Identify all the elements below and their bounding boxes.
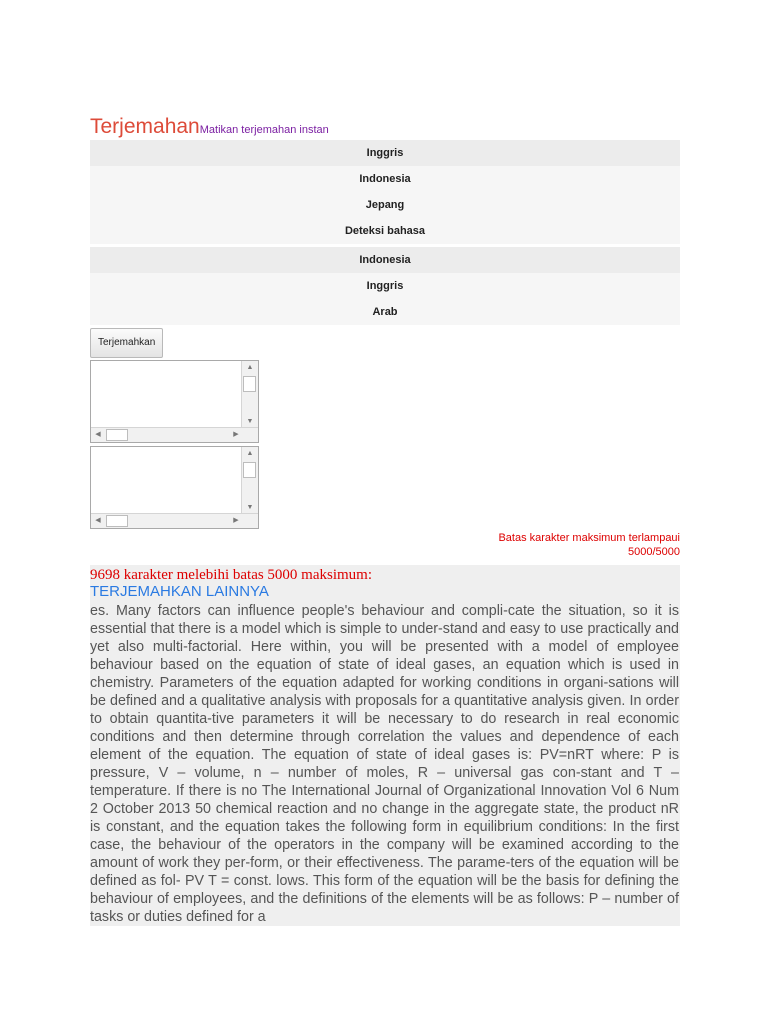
header <box>90 114 680 140</box>
vertical-scrollbar[interactable] <box>241 447 258 515</box>
scroll-left-icon[interactable]: ◀ <box>95 517 101 524</box>
scroll-right-icon[interactable]: ▶ <box>233 431 239 438</box>
character-limit-warning <box>90 531 680 559</box>
scroll-down-icon[interactable]: ▼ <box>246 504 254 511</box>
scrollbar-corner <box>242 428 258 442</box>
scroll-thumb[interactable] <box>243 376 256 392</box>
scroll-down-icon[interactable]: ▼ <box>246 418 254 425</box>
vertical-scrollbar[interactable] <box>241 361 258 429</box>
scroll-thumb[interactable] <box>243 462 256 478</box>
limit-message: Batas karakter maksimum terlampaui <box>498 532 680 544</box>
target-language-option[interactable]: Arab <box>90 299 680 325</box>
horizontal-scrollbar[interactable] <box>91 427 258 442</box>
source-language-option[interactable]: Inggris <box>90 140 680 166</box>
target-language-option[interactable]: Inggris <box>90 273 680 299</box>
target-language-list <box>90 247 680 325</box>
scroll-right-icon[interactable]: ▶ <box>233 517 239 524</box>
target-language-option[interactable]: Indonesia <box>90 247 680 273</box>
result-text: es. Many factors can influence people's behaviour and compli-cate the situation, so it is essential that there is a model which is simple to under-stand and easy to use practically and yet also multi-factorial. Here within, you will be presented with a model of employee behaviour based on the equation of state of ideal gases, an equation which is used in chemistry. Parameters of the equation adapted for working conditions in organi-sations will be defined and a qualitative analysis with proposals for a quantitative analysis given. In order to obtain quantita-tive parameters it will be necessary to do research in real economic conditions and then determine through correlation the values and dependence of each element of the equation. The equation of state of ideal gases is: PV=nRT where: P is pressure, V – volume, n – number of moles, R – universal gas con-stant and T – temperature. If there is no The International Journal of Organizational Innovation Vol 6 Num 2 October 2013 50 chemical reaction and no change in the aggregate state, the product nR is constant, and the equation takes the following form in equilibrium conditions: In the first case, the behaviour of the operators in the company will be examined according to the amount of work they per-form, or their effectiveness. The parame-ters of the equation will be defined as fol- PV T = const. lows. This form of the equation will be the basis for defining the behaviour of employees, and the definitions of the elements will be as follows: P – number of tasks or duties defined for a <box>90 603 679 925</box>
scrollbar-corner <box>242 514 258 528</box>
translation-result <box>90 565 680 926</box>
source-language-option[interactable]: Deteksi bahasa <box>90 218 680 244</box>
scroll-left-icon[interactable]: ◀ <box>95 431 101 438</box>
source-language-list <box>90 140 680 244</box>
scroll-thumb[interactable] <box>106 515 128 527</box>
scroll-up-icon[interactable]: ▲ <box>246 450 254 457</box>
source-textarea[interactable] <box>90 360 259 443</box>
limit-counter: 5000/5000 <box>628 546 680 558</box>
page-title: Terjemahan <box>90 115 200 138</box>
source-language-option[interactable]: Indonesia <box>90 166 680 192</box>
source-language-option[interactable]: Jepang <box>90 192 680 218</box>
instant-translation-toggle[interactable]: Matikan terjemahan instan <box>199 124 329 136</box>
translate-button[interactable]: Terjemahkan <box>90 328 163 358</box>
result-textarea[interactable] <box>90 446 259 529</box>
scroll-thumb[interactable] <box>106 429 128 441</box>
translate-widget <box>90 114 680 926</box>
horizontal-scrollbar[interactable] <box>91 513 258 528</box>
scroll-up-icon[interactable]: ▲ <box>246 364 254 371</box>
exceed-message: 9698 karakter melebihi batas 5000 maksimum: <box>90 567 373 583</box>
translate-more-link[interactable]: TERJEMAHKAN LAINNYA <box>90 583 269 600</box>
